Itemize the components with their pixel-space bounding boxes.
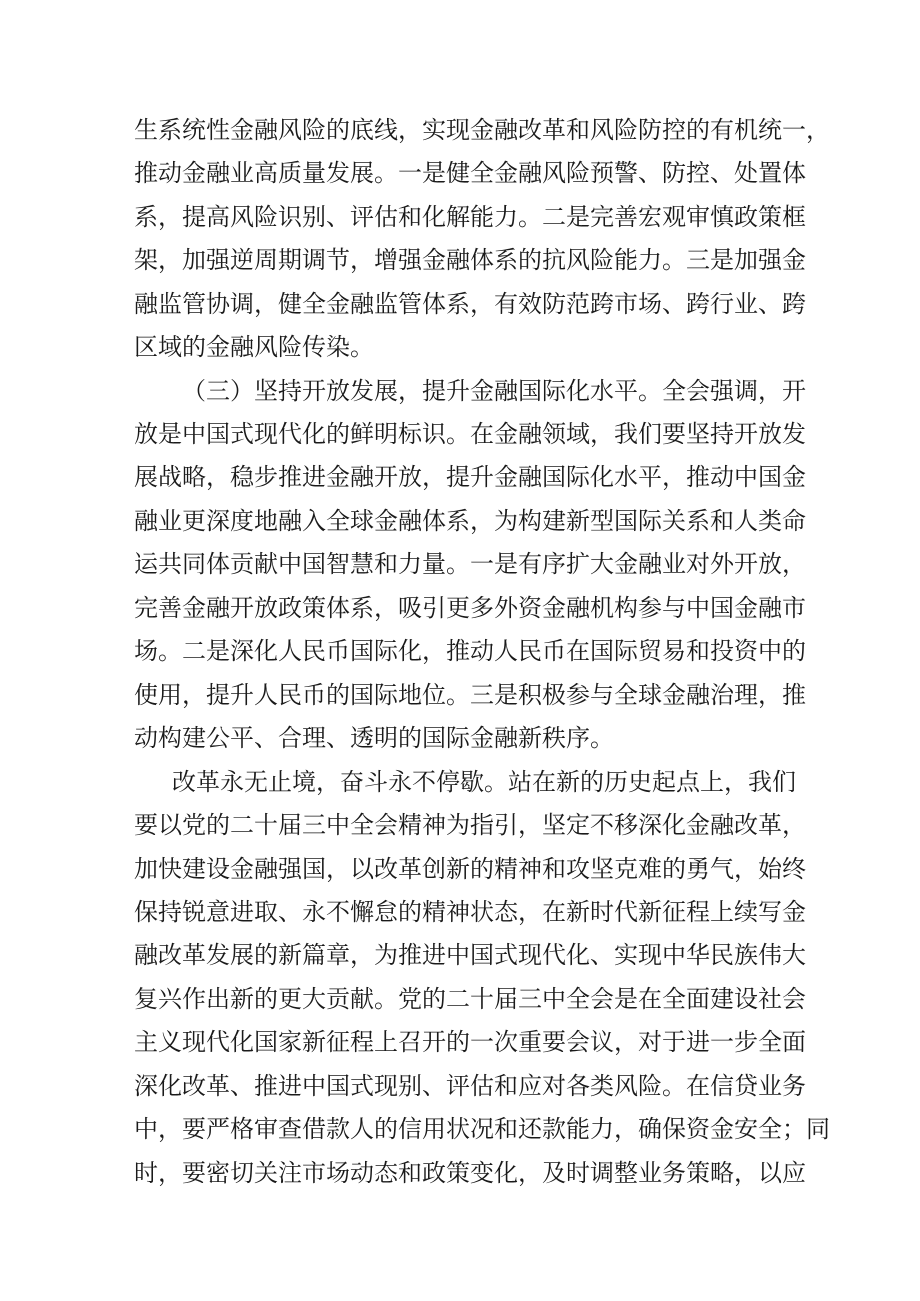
text-line: 完善金融开放政策体系，吸引更多外资金融机构参与中国金融市 <box>134 594 806 622</box>
text-line: 加快建设金融强国，以改革创新的精神和攻坚克难的勇气，始终 <box>134 855 806 883</box>
text-line: 场。二是深化人民币国际化，推动人民币在国际贸易和投资中的 <box>134 637 806 665</box>
text-line: 推动金融业高质量发展。一是健全金融风险预警、防控、处置体 <box>134 159 806 187</box>
text-line: 复兴作出新的更大贡献。党的二十届三中全会是在全面建设社会 <box>134 985 806 1013</box>
text-line: 中，要严格审查借款人的信用状况和还款能力，确保资金安全；同 <box>134 1115 830 1143</box>
text-line: 动构建公平、合理、透明的国际金融新秩序。 <box>134 724 614 752</box>
text-line: 时，要密切关注市场动态和政策变化，及时调整业务策略，以应 <box>134 1159 806 1187</box>
text-line: 主义现代化国家新征程上召开的一次重要会议，对于进一步全面 <box>134 1028 806 1056</box>
text-line: 融业更深度地融入全球金融体系，为构建新型国际关系和人类命 <box>134 507 806 535</box>
text-line: 区域的金融风险传染。 <box>134 333 374 361</box>
text-line: 深化改革、推进中国式现别、评估和应对各类风险。在信贷业务 <box>134 1072 806 1100</box>
text-line: 生系统性金融风险的底线，实现金融改革和风险防控的有机统一， <box>134 116 830 144</box>
text-line: 运共同体贡献中国智慧和力量。一是有序扩大金融业对外开放， <box>134 550 806 578</box>
text-line: 使用，提升人民币的国际地位。三是积极参与全球金融治理，推 <box>134 681 806 709</box>
text-line: 融监管协调，健全金融监管体系，有效防范跨市场、跨行业、跨 <box>134 290 806 318</box>
text-line: 展战略，稳步推进金融开放，提升金融国际化水平，推动中国金 <box>134 463 806 491</box>
paragraph-first-line: 改革永无止境，奋斗永不停歇。站在新的历史起点上，我们 <box>172 768 796 796</box>
text-line: 放是中国式现代化的鲜明标识。在金融领域，我们要坚持开放发 <box>134 420 806 448</box>
text-line: 系，提高风险识别、评估和化解能力。二是完善宏观审慎政策框 <box>134 203 806 231</box>
text-line: 融改革发展的新篇章，为推进中国式现代化、实现中华民族伟大 <box>134 941 806 969</box>
text-line: 架，加强逆周期调节，增强金融体系的抗风险能力。三是加强金 <box>134 246 806 274</box>
text-line: 保持锐意进取、永不懈怠的精神状态，在新时代新征程上续写金 <box>134 898 806 926</box>
section-heading-line: （三）坚持开放发展，提升金融国际化水平。全会强调，开 <box>182 377 806 405</box>
text-line: 要以党的二十届三中全会精神为指引，坚定不移深化金融改革， <box>134 811 806 839</box>
